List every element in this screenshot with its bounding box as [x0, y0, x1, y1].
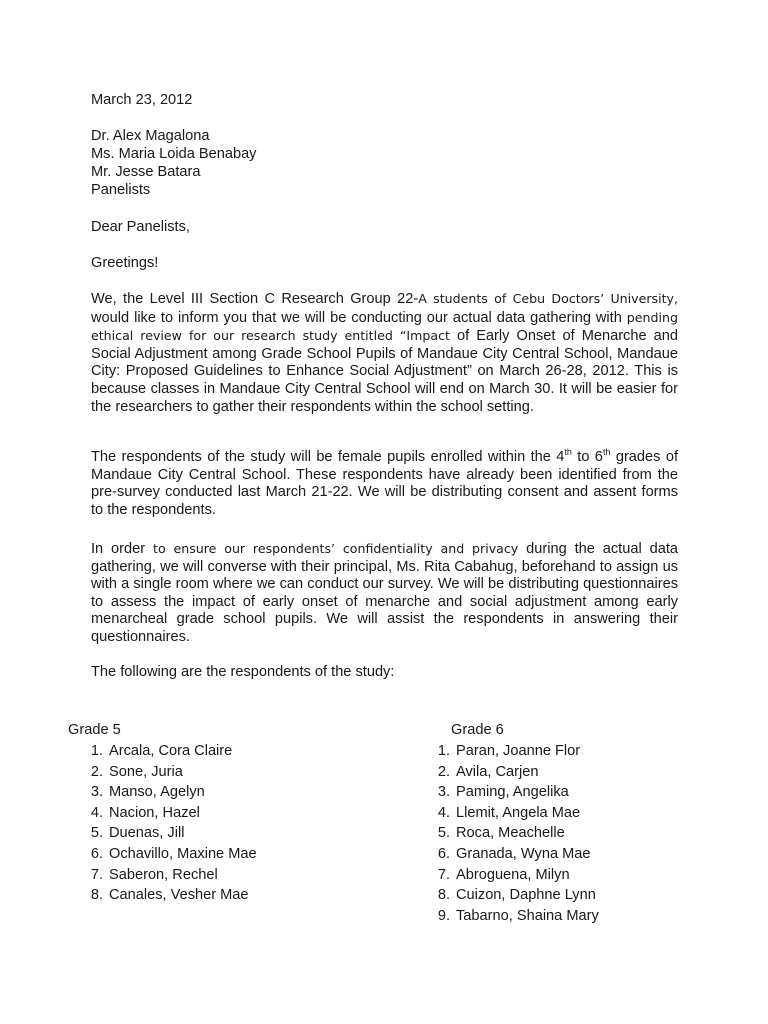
list-item: [434, 846, 734, 867]
recipient-line: Mr. Jesse Batara: [91, 164, 201, 180]
paragraph-text: In order: [91, 541, 154, 557]
item-name: Paran, Joanne Flor: [456, 743, 581, 759]
salutation: Dear Panelists,: [91, 219, 190, 235]
item-name: Ochavillo, Maxine Mae: [109, 845, 257, 862]
list-item: [68, 743, 368, 764]
item-name: Saberon, Rechel: [109, 866, 218, 883]
list-item: [68, 825, 368, 846]
item-name: Duenas, Jill: [109, 825, 185, 842]
item-number: 8.: [90, 887, 103, 904]
list-item: [68, 784, 368, 805]
item-number: 6.: [90, 845, 103, 862]
list-item: [434, 743, 734, 764]
list-item: [68, 805, 368, 826]
list-item: [68, 764, 368, 785]
paragraph-text: The respondents of the study will be female pupils enrolled within the 4: [91, 449, 565, 465]
grade6-column: [434, 722, 734, 928]
recipient-line: Ms. Maria Loida Benabay: [91, 146, 257, 162]
grade5-title: Grade 5: [68, 722, 121, 738]
item-name: Abroguena, Milyn: [456, 866, 570, 883]
item-number: 2.: [437, 763, 450, 780]
recipient-line: Dr. Alex Magalona: [91, 128, 210, 144]
item-number: 3.: [437, 784, 450, 801]
item-name: Cuizon, Daphne Lynn: [456, 887, 596, 904]
paragraph-text: of Early Onset of Menarche and Social Adjustment among Grade School Pupils of Mandaue City Central School, Mandaue City: Proposed Guidelines to Enhance Social Adjustment” on March 26-28, 2012. This is because classes in Mandaue City Central School will end on March 30. It will be easier for the researchers to gather their respondents within the school setting.: [91, 328, 678, 415]
greeting: Greetings!: [91, 255, 159, 271]
paragraph-text: during the actual data gathering, we will converse with their principal, Ms. Rita Cabahug, beforehand to assign us with a single room where we can conduct our survey. We will be distributing questionnaires to assess the impact of early onset of menarche and social adjustment among early menarcheal grade school pupils. We will assist the respondents in answering their questionnaires.: [91, 541, 678, 645]
item-name: Canales, Vesher Mae: [109, 887, 249, 904]
paragraph-list-intro: The following are the respondents of the study:: [91, 664, 395, 680]
item-name: Tabarno, Shaina Mary: [456, 907, 599, 924]
item-number: 5.: [90, 825, 103, 842]
item-number: 1.: [90, 743, 103, 759]
item-name: Manso, Agelyn: [109, 784, 205, 801]
item-number: 4.: [90, 804, 103, 821]
item-number: 7.: [90, 866, 103, 883]
paragraph-respondents: [91, 449, 678, 519]
item-name: Llemit, Angela Mae: [456, 804, 581, 821]
item-name: Granada, Wyna Mae: [456, 845, 591, 862]
item-name: Sone, Juria: [109, 763, 183, 780]
recipient-block: [91, 128, 678, 200]
grade5-column: [68, 722, 368, 908]
grade6-list: [434, 743, 734, 928]
item-number: 3.: [90, 784, 103, 801]
item-name: Arcala, Cora Claire: [109, 743, 233, 759]
item-number: 7.: [437, 866, 450, 883]
recipient-line: Panelists: [91, 182, 151, 198]
paragraph-text: We, the Level III Section C Research Group 22-: [91, 291, 419, 307]
list-item: [434, 887, 734, 908]
paragraph-text: to 6: [571, 449, 603, 465]
paragraph-text: to ensure our respondents’ confidentiality and privacy: [153, 541, 519, 556]
list-item: [434, 867, 734, 888]
list-item: [68, 867, 368, 888]
list-item: [434, 908, 734, 929]
paragraph-text: A students of Cebu Doctors’ University,: [418, 291, 678, 306]
list-item: [68, 887, 368, 908]
item-name: Avila, Carjen: [456, 763, 539, 780]
ordinal-suffix: th: [564, 447, 572, 458]
paragraph-text: grades of Mandaue City Central School. These respondents have already been identified from the pre-survey conducted last March 21-22. We will be distributing consent and assent forms to the respondents.: [91, 449, 678, 518]
item-number: 6.: [437, 845, 450, 862]
paragraph-intro: [91, 290, 678, 416]
list-item: [434, 784, 734, 805]
item-name: Nacion, Hazel: [109, 804, 200, 821]
item-number: 9.: [437, 907, 450, 924]
paragraph-text: pending ethical review for our research study entitled “Impact: [91, 309, 678, 344]
item-number: 2.: [90, 763, 103, 780]
list-item: [68, 846, 368, 867]
list-item: [434, 764, 734, 785]
grade5-list: [68, 743, 368, 908]
item-number: 5.: [437, 825, 450, 842]
item-number: 4.: [437, 804, 450, 821]
grade6-title: Grade 6: [451, 722, 504, 738]
paragraph-privacy: [91, 540, 678, 647]
item-number: 1.: [437, 743, 450, 759]
list-item: [434, 825, 734, 846]
item-name: Paming, Angelika: [456, 784, 569, 801]
item-number: 8.: [437, 887, 450, 904]
list-item: [434, 805, 734, 826]
letter-date: March 23, 2012: [91, 92, 193, 108]
paragraph-text: would like to inform you that we will be conducting our actual data gathering with: [91, 309, 627, 326]
item-name: Roca, Meachelle: [456, 825, 565, 842]
ordinal-suffix: th: [602, 447, 611, 458]
